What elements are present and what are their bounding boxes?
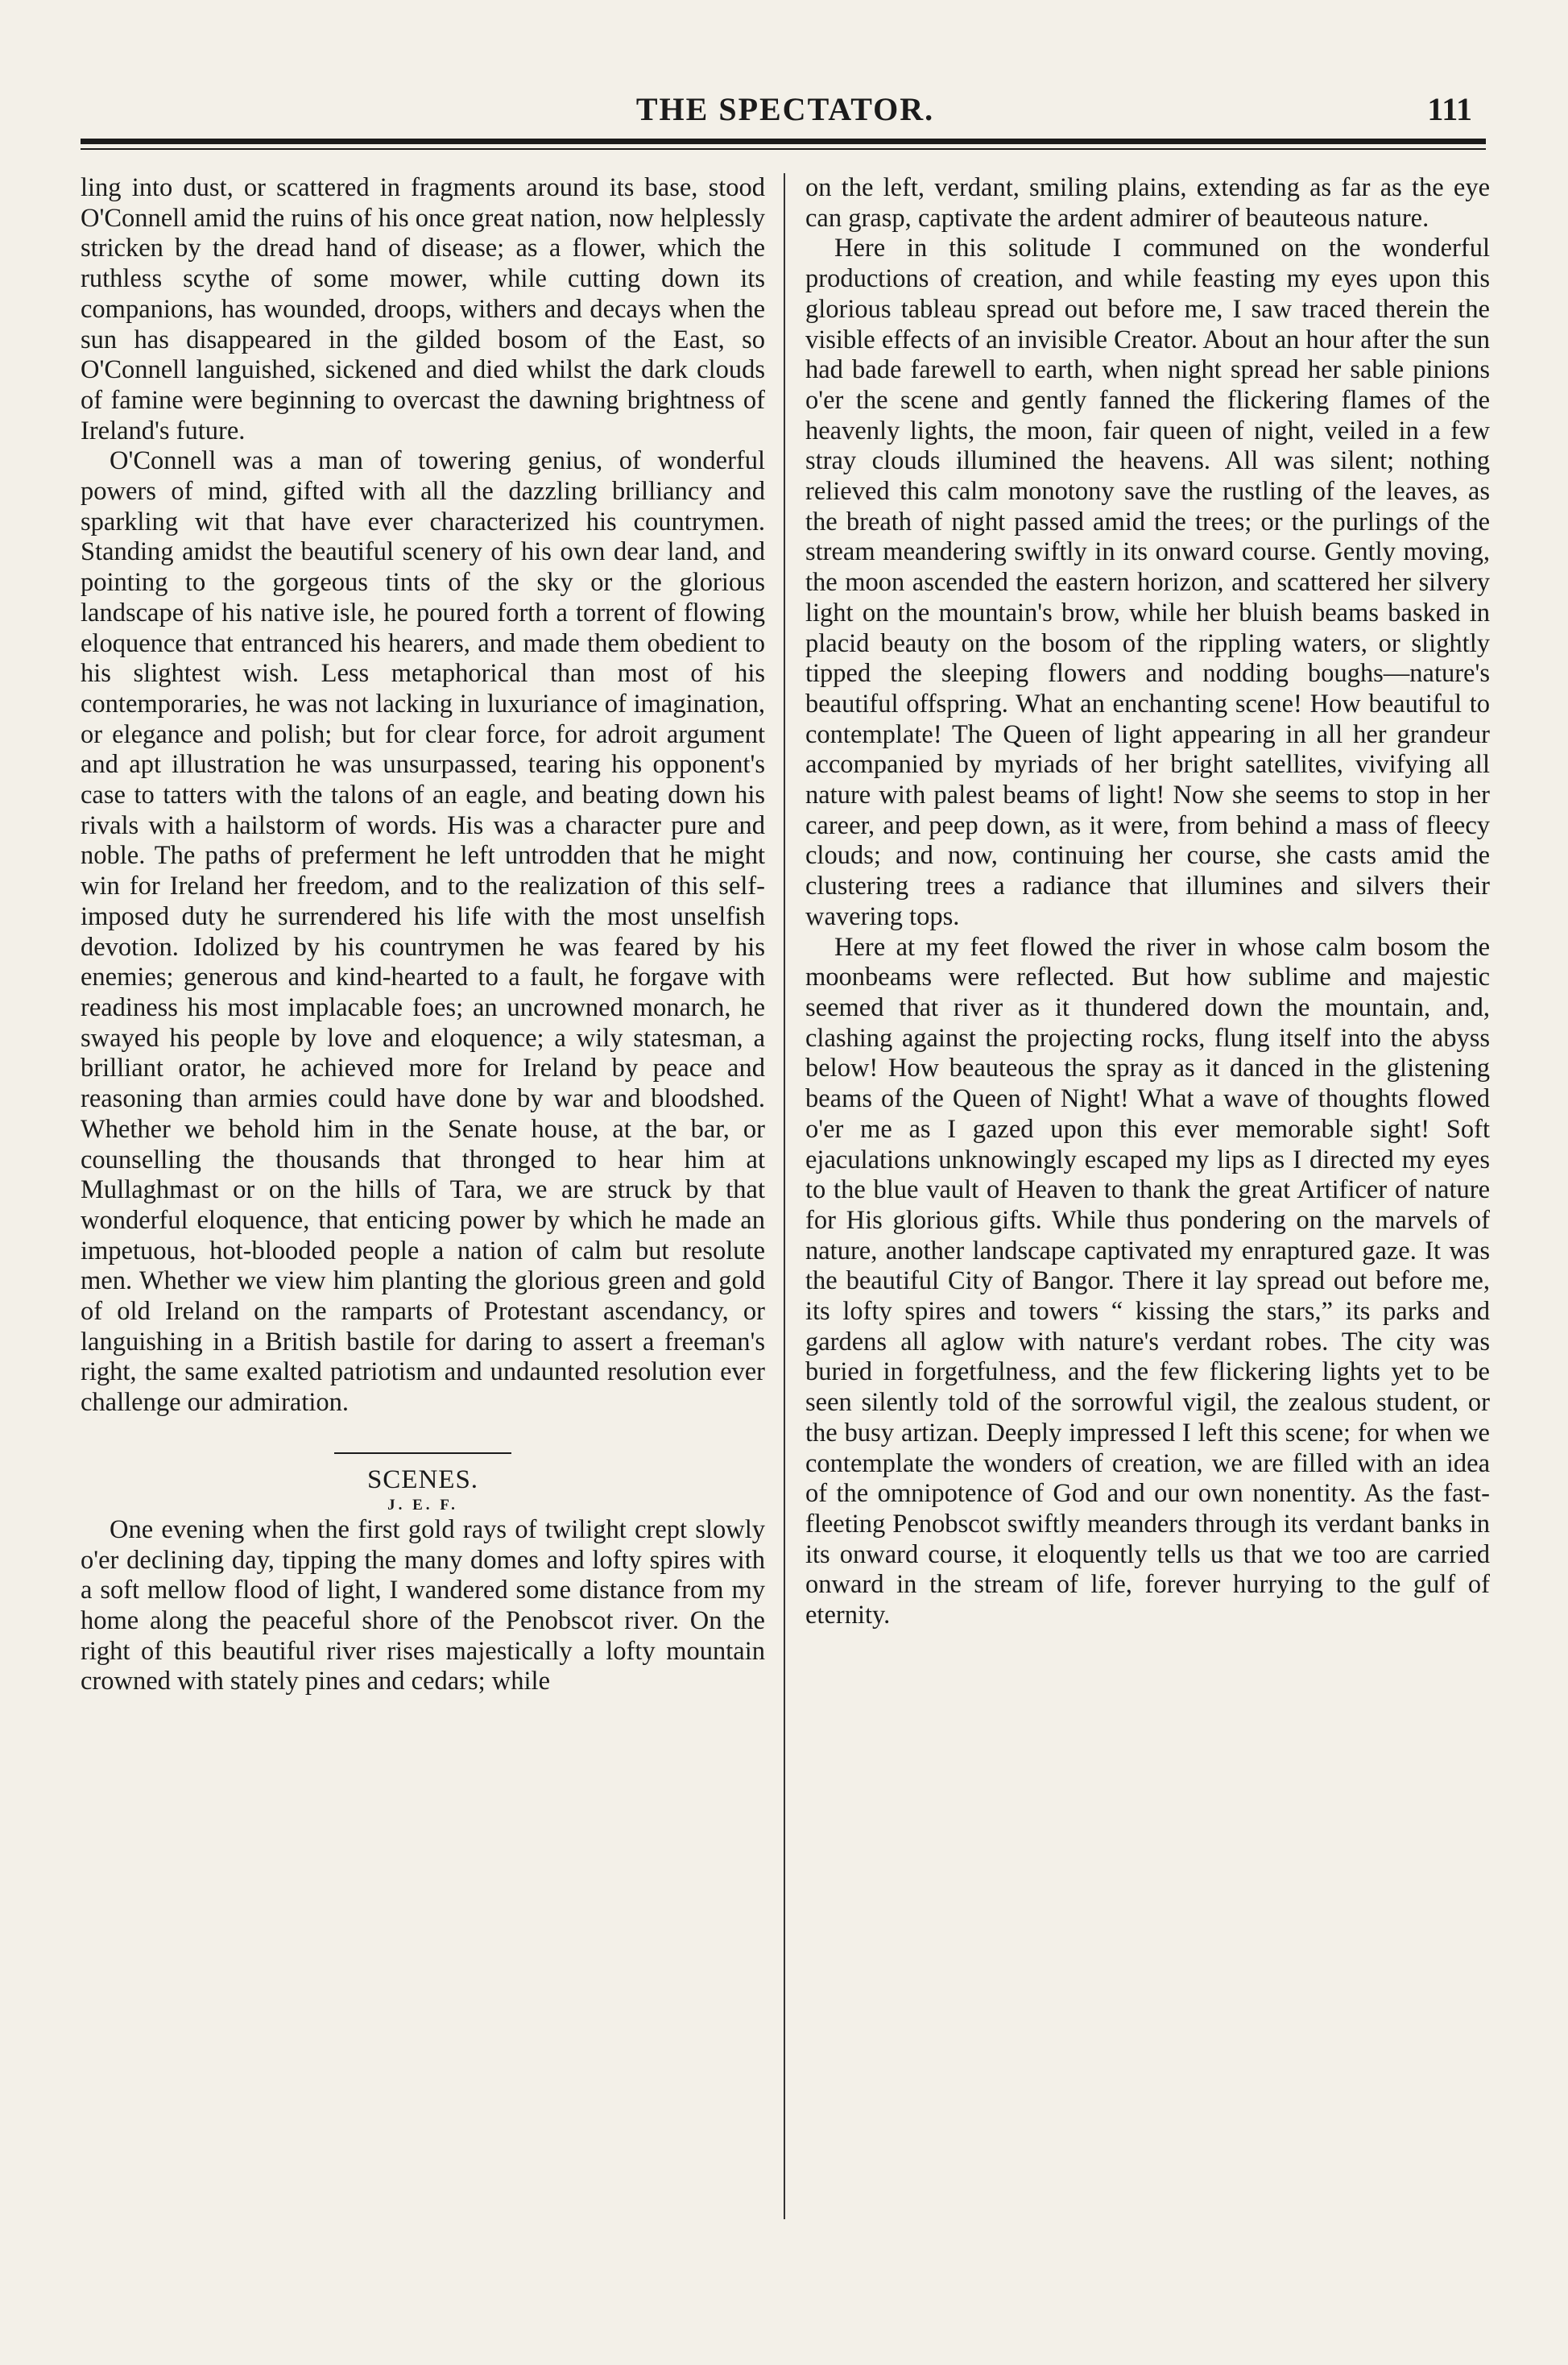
scenes-paragraph-2: on the left, verdant, smiling plains, extending as far as the eye can grasp, captivate the ardent admirer of beauteous nature.: [805, 173, 1490, 233]
right-column: [805, 173, 1490, 1631]
column-divider: [784, 173, 785, 2219]
left-column: [81, 173, 765, 1697]
scenes-paragraph-1: One evening when the first gold rays of twilight crept slowly o'er declining day, tipping the many domes and lofty spires with a soft mellow flood of light, I wandered some distance from my home along the peaceful shore of the Penobscot river. On the right of this beautiful river rises majestically a lofty mountain crowned with stately pines and cedars; while: [81, 1514, 765, 1696]
header-rule-thick: [81, 139, 1486, 144]
header-rule-thin: [81, 148, 1486, 150]
article-byline: J. E. F.: [387, 1496, 458, 1514]
oconnell-paragraph-2: O'Connell was a man of towering genius, of wonderful powers of mind, gifted with all the dazzling brilliancy and sparkling wit that have ever characterized his countrymen. Standing amidst the beautiful scenery of his own dear land, and pointing to the gorgeous tints of the sky or the glorious landscape of his native isle, he poured forth a torrent of flowing eloquence that entranced his hearers, and made them obedient to his slightest wish. Less metaphorical than most of his contemporaries, he was not lacking in luxuriance of imagination, or elegance and polish; but for clear force, for adroit argument and apt illustration he was unsurpassed, tearing his opponent's case to tatters with the talons of an eagle, and beating down his rivals with a hailstorm of words. His was a character pure and noble. The paths of preferment he left untrodden that he might win for Ireland her freedom, and to the realization of this self-imposed duty he surrendered his life with the most unselfish devotion. Idolized by his countrymen he was feared by his enemies; generous and kind-hearted to a fault, he forgave with readiness his most implacable foes; an uncrowned monarch, he swayed his people by love and eloquence; a wily statesman, a brilliant orator, he achieved more for Ireland by peace and reasoning than armies could have done by war and bloodshed. Whether we behold him in the Senate house, at the bar, or counselling the thousands that thronged to hear him at Mullaghmast or on the hills of Tara, we are struck by that wonderful eloquence, that enticing power by which he made an impetuous, hot-blooded people a nation of calm but resolute men. Whether we view him planting the glorious green and gold of old Ireland on the ramparts of Protestant ascendancy, or languishing in a British bastile for daring to assert a freeman's right, the same exalted patriotism and undaunted resolution ever challenge our admiration.: [81, 446, 765, 1418]
scenes-paragraph-3: Here in this solitude I communed on the wonderful productions of creation, and while feasting my eyes upon this glorious tableau spread out before me, I saw traced therein the visible effects of an invisible Creator. About an hour after the sun had bade farewell to earth, when night spread her sable pinions o'er the scene and gently fanned the flickering flames of the heavenly lights, the moon, fair queen of night, veiled in a few stray clouds illumined the heavens. All was silent; nothing relieved this calm monotony save the rustling of the leaves, as the breath of night passed amid the trees; or the purlings of the stream meandering swiftly in its onward course. Gently moving, the moon ascended the eastern horizon, and scattered her silvery light on the mountain's brow, while her bluish beams basked in placid beauty on the bosom of the rippling waters, or slightly tipped the sleeping flowers and nodding boughs—nature's beautiful offspring. What an enchanting scene! How beautiful to contemplate! The Queen of light appearing in all her grandeur accompanied by myriads of her bright satellites, vivifying all nature with palest beams of light! Now she seems to stop in her career, and peep down, as it were, from behind a mass of fleecy clouds; and now, continuing her course, she casts amid the clustering trees a radiance that illumines and silvers their wavering tops.: [805, 234, 1490, 931]
running-title: THE SPECTATOR.: [635, 91, 935, 127]
oconnell-paragraph-1: ling into dust, or scattered in fragments around its base, stood O'Connell amid the ruins of his once great nation, now helplessly stricken by the dread hand of disease; as a flower, which the ruthless scythe of some mower, while cutting down its companions, has wounded, droops, withers and decays when the sun has disappeared in the gilded bosom of the East, so O'Connell languished, sickened and died whilst the dark clouds of famine were beginning to overcast the dawning brightness of Ireland's future.: [81, 173, 765, 445]
article-title: SCENES.: [366, 1464, 479, 1494]
scenes-paragraph-4: Here at my feet flowed the river in whose calm bosom the moonbeams were reflected. But how sublime and majestic seemed that river as it thundered down the mountain, and, clashing against the projecting rocks, flung itself into the abyss below! How beauteous the spray as it danced in the glistening beams of the Queen of Night! What a wave of thoughts flowed o'er me as I gazed upon this ever memorable sight! Soft ejaculations unknowingly escaped my lips as I directed my eyes to the blue vault of Heaven to thank the great Artificer of nature for His glorious gifts. While thus pondering on the marvels of nature, another landscape captivated my enraptured gaze. It was the beautiful City of Bangor. There it lay spread out before me, its lofty spires and towers “ kissing the stars,” its parks and gardens all aglow with nature's verdant robes. The city was buried in forgetfulness, and the few flickering lights yet to be seen silently told of the sorrowful vigil, the zealous student, or the busy artizan. Deeply impressed I left this scene; for when we contemplate the wonders of creation, we are filled with an idea of the omnipotence of God and our own nonentity. As the fast-fleeting Penobscot swiftly meanders through its verdant banks in its onward course, it eloquently tells us that we too are carried onward in the stream of life, forever hurrying to the gulf of eternity.: [805, 932, 1490, 1630]
article-separator: [334, 1452, 511, 1454]
page-header: [81, 90, 1490, 139]
page-number: 111: [1427, 91, 1472, 127]
